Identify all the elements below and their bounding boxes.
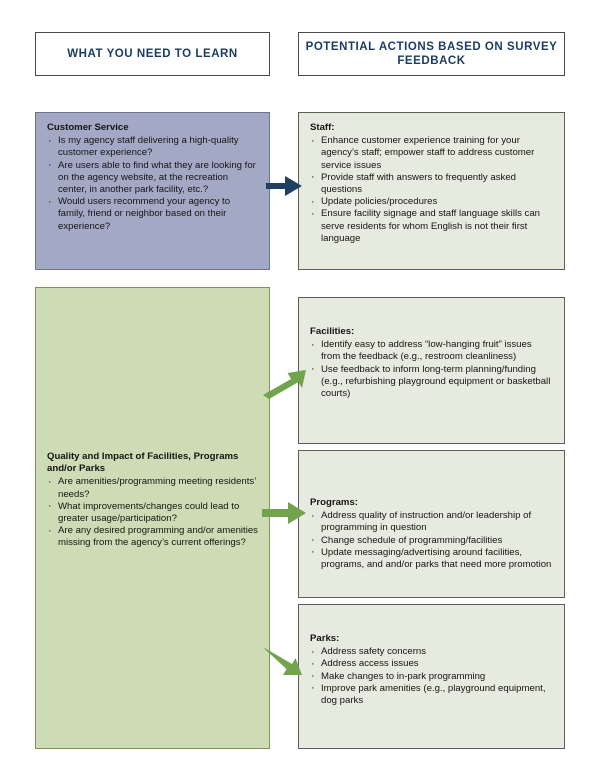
- card-programs-title: Programs:: [310, 497, 358, 508]
- list-item: · Make changes to in-park programming: [310, 671, 553, 683]
- list-item: · Ensure facility signage and staff language skills can serve residents for whom English is not their first language: [310, 208, 553, 245]
- card-facilities-title: Facilities:: [310, 326, 355, 337]
- arrow-up-right-icon-facilities: [262, 368, 306, 400]
- header-left-label: WHAT YOU NEED TO LEARN: [67, 48, 238, 60]
- card-facilities-list: [310, 339, 553, 400]
- list-item: · Address quality of instruction and/or leadership of programming in question: [310, 510, 553, 534]
- list-item: · Are any desired programming and/or amenities missing from the agency’s current offerings?: [47, 525, 258, 549]
- card-quality-impact-list: [47, 476, 258, 549]
- list-item: · Is my agency staff delivering a high-quality customer experience?: [47, 135, 258, 159]
- header-what-you-need-to-learn: [35, 32, 270, 76]
- card-staff-title: Staff:: [310, 122, 335, 133]
- list-item: · Address access issues: [310, 658, 553, 670]
- list-item: · Are amenities/programming meeting residents’ needs?: [47, 476, 258, 500]
- card-staff: [298, 112, 565, 270]
- list-item: · Address safety concerns: [310, 646, 553, 658]
- list-item: · Update policies/procedures: [310, 196, 553, 208]
- card-facilities: [298, 297, 565, 444]
- card-parks-title: Parks:: [310, 633, 340, 644]
- list-item: · Are users able to find what they are looking for on the agency website, at the recreation center, in another park facility, etc.?: [47, 160, 258, 197]
- arrow-right-icon-programs: [262, 500, 306, 526]
- list-item: · Update messaging/advertising around facilities, programs, and and/or parks that need more promotion: [310, 547, 553, 571]
- card-staff-list: [310, 135, 553, 245]
- list-item: · Enhance customer experience training for your agency’s staff; empower staff to address customer service issues: [310, 135, 553, 172]
- card-parks-list: [310, 646, 553, 707]
- column-headers: [0, 32, 600, 80]
- arrow-down-right-icon-parks: [262, 642, 306, 678]
- list-item: · What improvements/changes could lead to greater usage/participation?: [47, 501, 258, 525]
- list-item: · Identify easy to address “low-hanging fruit” issues from the feedback (e.g., restroom cleanliness): [310, 339, 553, 363]
- card-customer-service: [35, 112, 270, 270]
- card-programs-list: [310, 510, 553, 571]
- arrow-right-icon-staff: [266, 173, 302, 199]
- header-potential-actions: [298, 32, 565, 76]
- list-item: · Would users recommend your agency to family, friend or neighbor based on their experience?: [47, 196, 258, 233]
- card-parks: [298, 604, 565, 749]
- card-programs: [298, 450, 565, 598]
- card-quality-impact: [35, 287, 270, 749]
- header-right-label: POTENTIAL ACTIONS BASED ON SURVEY FEEDBACK: [305, 41, 558, 67]
- card-quality-impact-title: Quality and Impact of Facilities, Programs and/or Parks: [47, 451, 239, 475]
- list-item: · Use feedback to inform long-term planning/funding (e.g., refurbishing playground equipment or basketball courts): [310, 364, 553, 401]
- list-item: · Improve park amenities (e.g., playground equipment, dog parks: [310, 683, 553, 707]
- card-customer-service-title: Customer Service: [47, 122, 129, 133]
- card-customer-service-list: [47, 135, 258, 233]
- list-item: · Change schedule of programming/facilities: [310, 535, 553, 547]
- list-item: · Provide staff with answers to frequently asked questions: [310, 172, 553, 196]
